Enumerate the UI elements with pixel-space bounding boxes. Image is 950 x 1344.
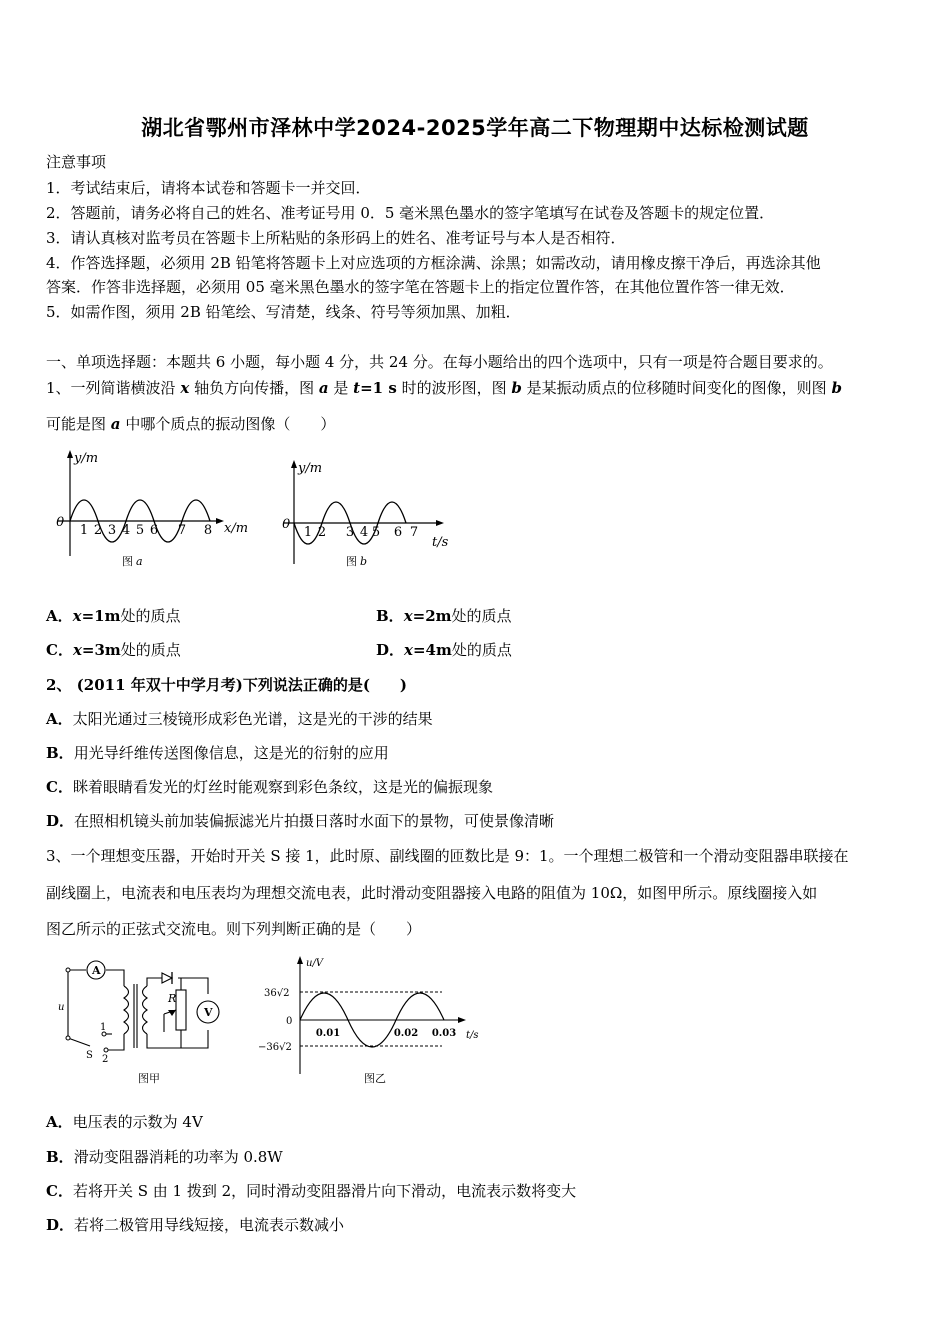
tick-label: 7 xyxy=(177,523,187,538)
q1-var-t: t xyxy=(353,379,361,397)
exam-title: 湖北省鄂州市泽林中学2024-2025学年高二下物理期中达标检测试题 xyxy=(141,116,809,140)
option-letter: C． xyxy=(46,641,73,659)
q2-stem: 2、 (2011 年双十中学月考)下列说法正确的是( ) xyxy=(46,676,408,694)
tick-label: 1 xyxy=(79,523,89,538)
option-text: 处的质点 xyxy=(120,607,181,625)
q1-stem-line1 xyxy=(46,378,842,398)
origin-label: 0 xyxy=(56,515,65,530)
option-text: 处的质点 xyxy=(451,641,512,659)
peak-label-pos: 36√2 xyxy=(264,988,290,999)
option-text: 在照相机镜头前加装偏振滤光片拍摄日落时水面下的景物，可使景像清晰 xyxy=(74,812,555,830)
option-text: 处的质点 xyxy=(451,607,512,625)
option-letter: B． xyxy=(46,1148,74,1166)
voltmeter-label: V xyxy=(204,1006,213,1019)
q1-text: 是 xyxy=(333,379,349,397)
option-text: 处的质点 xyxy=(120,641,181,659)
q3-option-d xyxy=(46,1215,344,1235)
tick-label: 3 xyxy=(107,523,117,538)
option-var: x xyxy=(404,641,413,659)
option-letter: D． xyxy=(376,641,405,659)
option-letter: A． xyxy=(46,1113,73,1131)
tick-label: 4 xyxy=(121,523,131,538)
figure-circuit xyxy=(46,952,236,1088)
option-value: =4m xyxy=(412,641,452,659)
option-text: 用光导纤维传送图像信息，这是光的衍射的应用 xyxy=(73,744,389,762)
y-axis-arrow xyxy=(67,450,73,458)
tick-label: 6 xyxy=(149,523,159,538)
y-label: y/m xyxy=(298,461,323,476)
q1-option-a xyxy=(46,606,181,626)
tick-label: 7 xyxy=(409,525,419,540)
section-heading: 一、单项选择题：本题共 6 小题，每小题 4 分，共 24 分。在每小题给出的四个选项中，只有一项是符合题目要求的。 xyxy=(46,353,833,371)
option-text: 若将开关 S 由 1 拨到 2，同时滑动变阻器滑片向下滑动，电流表示数将变大 xyxy=(72,1182,577,1200)
caption-pre: 图 xyxy=(122,555,133,568)
notice-item: 3．请认真核对监考员在答题卡上所粘贴的条形码上的姓名、准考证号与本人是否相符． xyxy=(46,229,626,247)
notice-item: 1．考试结束后，请将本试卷和答题卡一并交回． xyxy=(46,179,371,197)
q1-fig-b: b xyxy=(831,379,842,397)
option-letter: A． xyxy=(46,710,73,728)
notice-item: 2．答题前，请务必将自己的姓名、准考证号用 0．5 毫米黑色墨水的签字笔填写在试卷及答题卡的规定位置． xyxy=(46,204,775,222)
graph-caption: 图乙 xyxy=(364,1072,386,1085)
figure-wave-a xyxy=(48,446,258,572)
circuit-caption: 图甲 xyxy=(138,1072,160,1085)
option-letter: D． xyxy=(46,812,75,830)
u-label: u/V xyxy=(306,958,324,969)
q1-text: 中哪个质点的振动图像（ ） xyxy=(125,415,336,433)
option-var: x xyxy=(72,641,82,659)
option-letter: B． xyxy=(376,607,404,625)
q1-text: 1、一列简谐横波沿 xyxy=(46,379,176,397)
tap-2-label: 2 xyxy=(102,1054,109,1065)
tap-2-wire xyxy=(108,1044,124,1050)
option-var: x xyxy=(72,607,82,625)
input-terminal-top xyxy=(66,968,70,972)
input-terminal-bottom xyxy=(66,1036,70,1040)
q1-text: 轴负方向传播，图 xyxy=(194,379,315,397)
slider-wire xyxy=(164,1010,176,1032)
q1-text: 时的波形图，图 xyxy=(401,379,507,397)
origin-label: 0 xyxy=(282,517,291,532)
tick-label: 4 xyxy=(359,525,369,540)
x-axis-arrow xyxy=(216,518,224,524)
secondary-coil xyxy=(143,986,148,1034)
figure-vibration-b xyxy=(280,456,460,574)
q1-time: =1 s xyxy=(360,379,397,397)
notice-item: 答案．作答非选择题，必须用 05 毫米黑色墨水的签字笔在答题卡上的指定位置作答，在其他位置作答一律无效． xyxy=(46,278,795,296)
resistor-label: R xyxy=(168,992,177,1005)
secondary-loop-wire xyxy=(147,978,208,1048)
q1-fig-a: a xyxy=(318,379,329,397)
tick-label: 5 xyxy=(135,523,145,538)
tick-label: 1 xyxy=(303,525,313,540)
resistor-body xyxy=(176,990,186,1030)
q1-fig-b: b xyxy=(511,379,522,397)
tick-label: 2 xyxy=(93,523,103,538)
switch-blade xyxy=(68,1038,90,1046)
switch-label: S xyxy=(86,1050,93,1061)
ammeter-label: A xyxy=(92,964,101,977)
tick-label: 8 xyxy=(203,523,213,538)
t-axis-arrow xyxy=(458,1017,466,1023)
option-letter: C． xyxy=(46,1182,73,1200)
q3-stem-line: 3、一个理想变压器，开始时开关 S 接 1，此时原、副线圈的匝数比是 9：1。一个理想二极管和一个滑动变阻器串联接在 xyxy=(46,847,849,865)
caption-pre: 图 xyxy=(346,555,357,568)
q1-text: 可能是图 xyxy=(46,415,107,433)
u-axis-arrow xyxy=(297,956,303,964)
q3-stem-line: 图乙所示的正弦式交流电。则下列判断正确的是（ ） xyxy=(46,920,422,938)
notice-item: 5．如需作图，须用 2B 铅笔绘、写清楚，线条、符号等须加黑、加粗． xyxy=(46,303,521,321)
tick-label: 5 xyxy=(371,525,381,540)
option-value: =1m xyxy=(81,607,121,625)
option-letter: B． xyxy=(46,744,74,762)
tick-label: 0.03 xyxy=(431,1028,457,1039)
slider-arrow xyxy=(168,1010,176,1016)
notice-heading: 注意事项 xyxy=(46,153,107,171)
option-text: 电压表的示数为 4V xyxy=(72,1113,203,1131)
q2-option-c xyxy=(46,777,493,797)
t-axis-arrow xyxy=(436,520,444,526)
tick-label: 2 xyxy=(317,525,327,540)
tick-label: 0.01 xyxy=(315,1028,341,1039)
option-text: 太阳光通过三棱镜形成彩色光谱，这是光的干涉的结果 xyxy=(72,710,433,728)
input-label: u xyxy=(58,1002,65,1013)
origin-label: 0 xyxy=(286,1016,293,1027)
tick-label: 0.02 xyxy=(393,1028,419,1039)
option-text: 若将二极管用导线短接，电流表示数减小 xyxy=(74,1216,345,1234)
option-value: =2m xyxy=(412,607,452,625)
q2-option-b xyxy=(46,743,389,763)
q1-text: 是某振动质点的位移随时间变化的图像，则图 xyxy=(526,379,827,397)
tap-2-terminal xyxy=(104,1048,108,1052)
peak-label-neg: −36√2 xyxy=(258,1042,292,1053)
q1-option-b xyxy=(376,606,512,626)
q2-option-d xyxy=(46,811,554,831)
q1-stem-line2 xyxy=(46,414,335,434)
figure-ac-graph xyxy=(256,952,492,1088)
tap-1-label: 1 xyxy=(100,1022,107,1033)
t-label: t/s xyxy=(432,535,449,550)
notice-item: 4．作答选择题，必须用 2B 铅笔将答题卡上对应选项的方框涂满、涂黑；如需改动，请用橡皮擦干净后，再选涂其他 xyxy=(46,254,821,272)
primary-coil xyxy=(124,986,129,1034)
y-axis-arrow xyxy=(291,460,297,468)
diode-triangle xyxy=(162,973,172,983)
x-label: x/m xyxy=(224,521,249,536)
option-letter: C． xyxy=(46,778,73,796)
option-letter: D． xyxy=(46,1216,75,1234)
q1-option-d xyxy=(376,640,512,660)
option-text: 滑动变阻器消耗的功率为 0.8W xyxy=(73,1148,283,1166)
option-letter: A． xyxy=(46,607,73,625)
q2-option-a xyxy=(46,709,433,729)
tick-label: 6 xyxy=(393,525,403,540)
q1-fig-a: a xyxy=(110,415,121,433)
q1-option-c xyxy=(46,640,181,660)
q3-option-a xyxy=(46,1112,203,1132)
t-label: t/s xyxy=(466,1030,479,1041)
tick-label: 3 xyxy=(345,525,355,540)
q1-var-x: x xyxy=(180,379,190,397)
option-value: =3m xyxy=(81,641,121,659)
y-label: y/m xyxy=(74,451,99,466)
caption-letter: b xyxy=(360,555,368,568)
caption-letter: a xyxy=(136,555,143,568)
option-var: x xyxy=(403,607,413,625)
option-text: 眯着眼睛看发光的灯丝时能观察到彩色条纹，这是光的偏振现象 xyxy=(72,778,493,796)
q3-option-b xyxy=(46,1147,283,1167)
q3-stem-line: 副线圈上，电流表和电压表均为理想交流电表，此时滑动变阻器接入电路的阻值为 10Ω，如图甲所示。原线圈接入如 xyxy=(46,884,818,902)
q3-option-c xyxy=(46,1181,576,1201)
